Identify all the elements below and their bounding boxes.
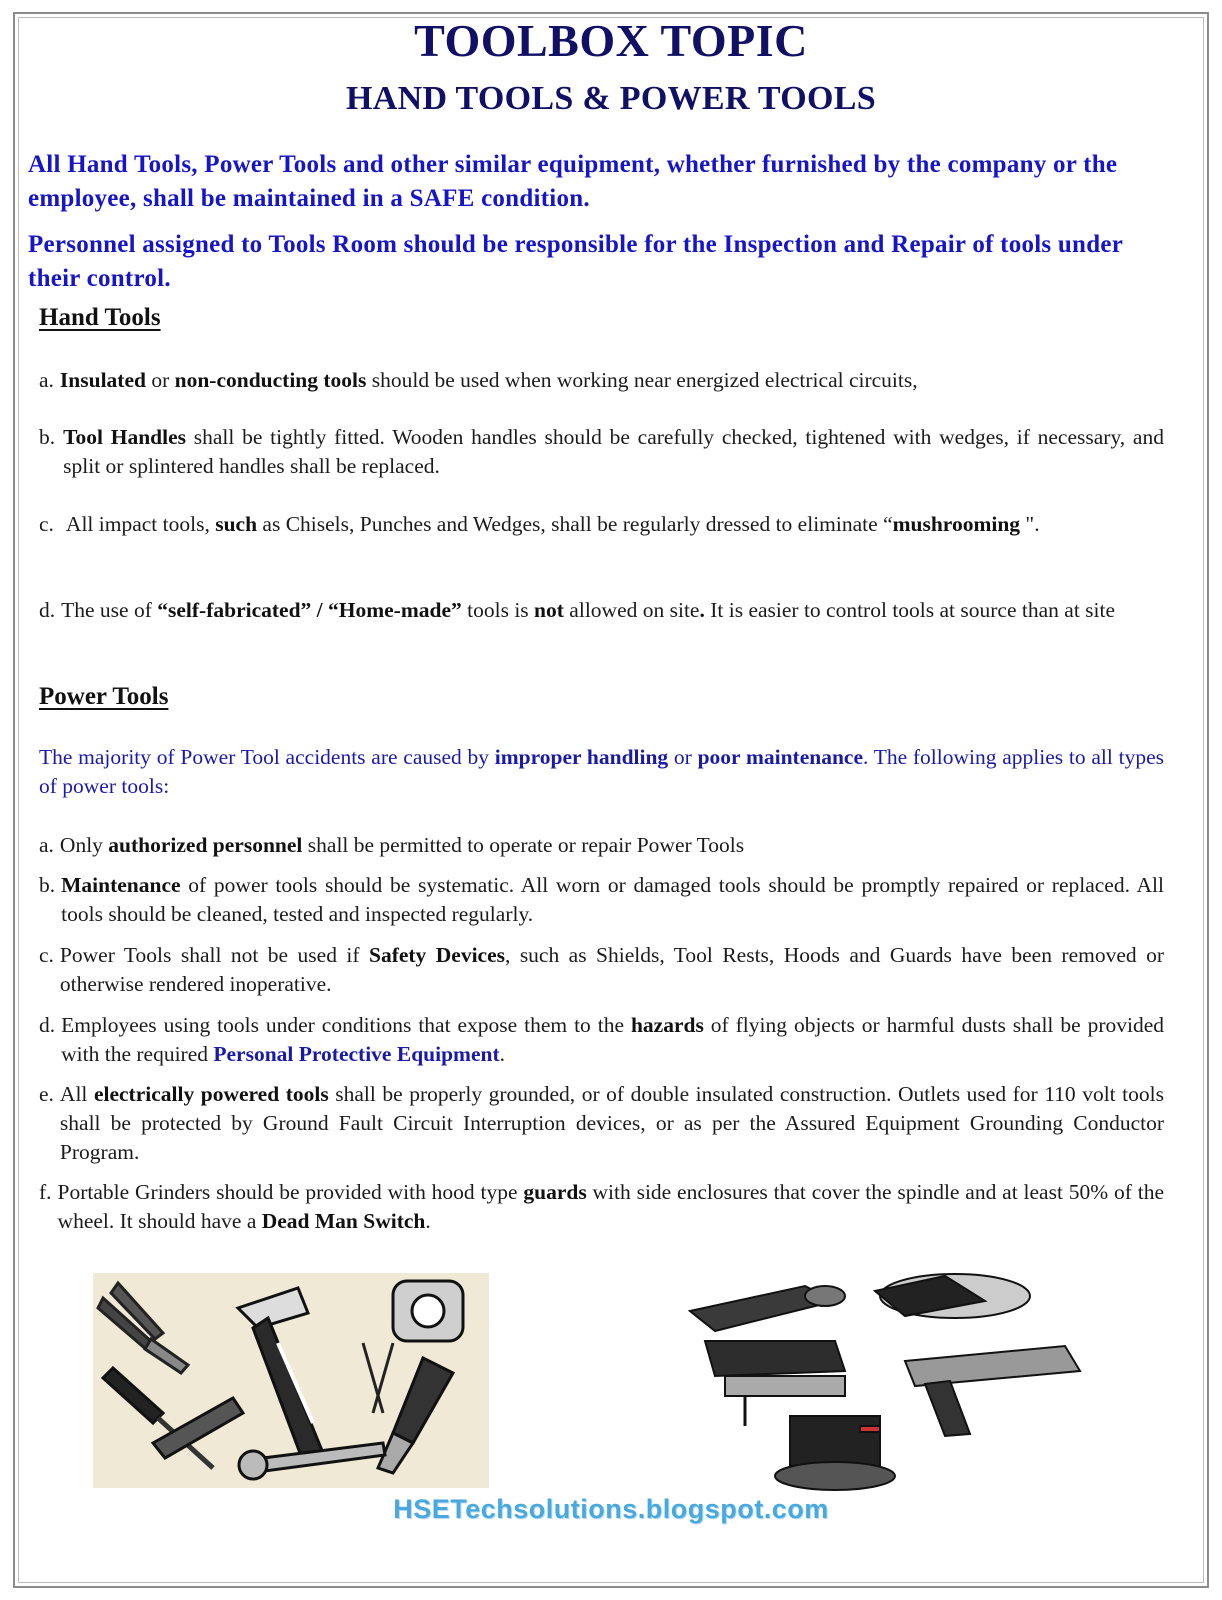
item-bold: Tool Handles <box>63 425 186 449</box>
item-bold: authorized personnel <box>108 833 303 857</box>
item-label: d. <box>39 598 56 622</box>
item-bold: Dead Man Switch <box>261 1209 426 1233</box>
power-tools-illustration <box>685 1266 1105 1502</box>
item-label: e. <box>39 1082 54 1106</box>
item-bold: guards <box>523 1180 587 1204</box>
item-text: of flying objects or harmful dusts shall be provided with the required <box>61 1013 1165 1066</box>
item-label: c. <box>39 943 54 967</box>
item-label: a. <box>39 368 54 392</box>
item-text: Power Tools shall not be used if <box>59 943 369 967</box>
intro-paragraph-1: All Hand Tools, Power Tools and other similar equipment, whether furnished by the company or the employee, shall be maintained in a SAFE condition. <box>28 151 1118 212</box>
item-text: Employees using tools under conditions that expose them to the <box>61 1013 631 1037</box>
item-text: shall be properly grounded, or of double insulated construction. Outlets used for 110 volt tools shall be protected by Ground Fault Circuit Interruption devices, or as per the Assured Equipment Grounding Conductor Program. <box>59 1082 1164 1164</box>
power-tools-item-c <box>39 941 1164 999</box>
power-tools-item-f <box>39 1178 1164 1236</box>
item-bold: electrically powered tools <box>93 1082 329 1106</box>
item-text: allowed on site <box>563 598 700 622</box>
hand-tools-image <box>93 1273 489 1488</box>
section-heading-power-tools: Power Tools <box>39 683 169 710</box>
item-label: a. <box>39 833 54 857</box>
page-subtitle: HAND TOOLS & POWER TOOLS <box>346 80 876 117</box>
item-label: d. <box>39 1013 56 1037</box>
item-bold: “self-fabricated” / “Home-made” <box>157 598 462 622</box>
item-text: Only <box>59 833 109 857</box>
power-tools-item-e <box>39 1080 1164 1167</box>
item-bold: hazards <box>630 1013 704 1037</box>
intro-bold: improper handling <box>494 745 669 769</box>
item-label: c. <box>39 512 54 536</box>
item-text: of power tools should be systematic. All worn or damaged tools should be promptly repaired or replaced. All tools should be cleaned, tested and inspected regularly. <box>61 873 1164 926</box>
item-bold: such <box>215 512 258 536</box>
section-heading-hand-tools: Hand Tools <box>39 304 161 331</box>
item-bold: Insulated <box>59 368 146 392</box>
intro-text: The majority of Power Tool accidents are caused by <box>39 745 495 769</box>
hand-tools-item-a <box>39 366 1164 395</box>
intro-text: or <box>668 745 698 769</box>
item-bold: . <box>699 598 705 622</box>
item-text: . <box>425 1209 431 1233</box>
item-bold: mushrooming <box>892 512 1021 536</box>
item-text: or <box>145 368 175 392</box>
item-text: ". <box>1020 512 1040 536</box>
item-text: tools is <box>461 598 535 622</box>
footer-watermark: HSETechsolutions.blogspot.com <box>393 1494 829 1524</box>
page-title: TOOLBOX TOPIC <box>414 15 808 66</box>
circular-saw-icon <box>875 1274 1030 1318</box>
power-tools-item-d <box>39 1011 1164 1069</box>
hand-tools-item-b <box>39 423 1164 481</box>
item-bold: non-conducting tools <box>174 368 367 392</box>
item-bold: Maintenance <box>61 873 181 897</box>
intro-text: . The following applies to all types of power tools: <box>39 745 1164 798</box>
power-tools-item-b <box>39 871 1164 929</box>
item-label: f. <box>39 1180 52 1204</box>
power-tools-intro <box>39 743 1164 801</box>
item-bold: not <box>534 598 564 622</box>
item-text: , such as Shields, Tool Rests, Hoods and Guards have been removed or otherwise rendered inoperative. <box>59 943 1164 996</box>
item-label: b. <box>39 425 56 449</box>
hand-tools-illustration <box>93 1273 489 1488</box>
intro-bold: poor maintenance <box>697 745 863 769</box>
item-text: All impact tools, <box>65 512 216 536</box>
item-text: shall be tightly fitted. Wooden handles should be carefully checked, tightened with wedges, if necessary, and split or splintered handles shall be replaced. <box>63 425 1164 478</box>
hand-tools-item-d <box>39 596 1164 625</box>
item-text: The use of <box>61 598 158 622</box>
intro-paragraph-2: Personnel assigned to Tools Room should be responsible for the Inspection and Repair of tools under their control. <box>28 231 1123 292</box>
item-bold: Personal Protective Equipment <box>213 1042 500 1066</box>
item-text: . <box>499 1042 505 1066</box>
item-text: Portable Grinders should be provided with hood type <box>57 1180 524 1204</box>
item-text: should be used when working near energized electrical circuits, <box>366 368 918 392</box>
item-text: All <box>59 1082 94 1106</box>
item-text: It is easier to control tools at source than at site <box>704 598 1116 622</box>
item-text: as Chisels, Punches and Wedges, shall be regularly dressed to eliminate “ <box>257 512 893 536</box>
power-tools-image <box>685 1266 1105 1502</box>
item-bold: Safety Devices <box>368 943 505 967</box>
item-label: b. <box>39 873 56 897</box>
item-text: with side enclosures that cover the spindle and at least 50% of the wheel. It should have a <box>57 1180 1164 1233</box>
tape-measure-icon <box>393 1281 463 1341</box>
item-text: shall be permitted to operate or repair Power Tools <box>302 833 745 857</box>
router-icon <box>775 1416 895 1490</box>
power-tools-item-a <box>39 831 1164 860</box>
hand-tools-item-c <box>39 510 1164 539</box>
